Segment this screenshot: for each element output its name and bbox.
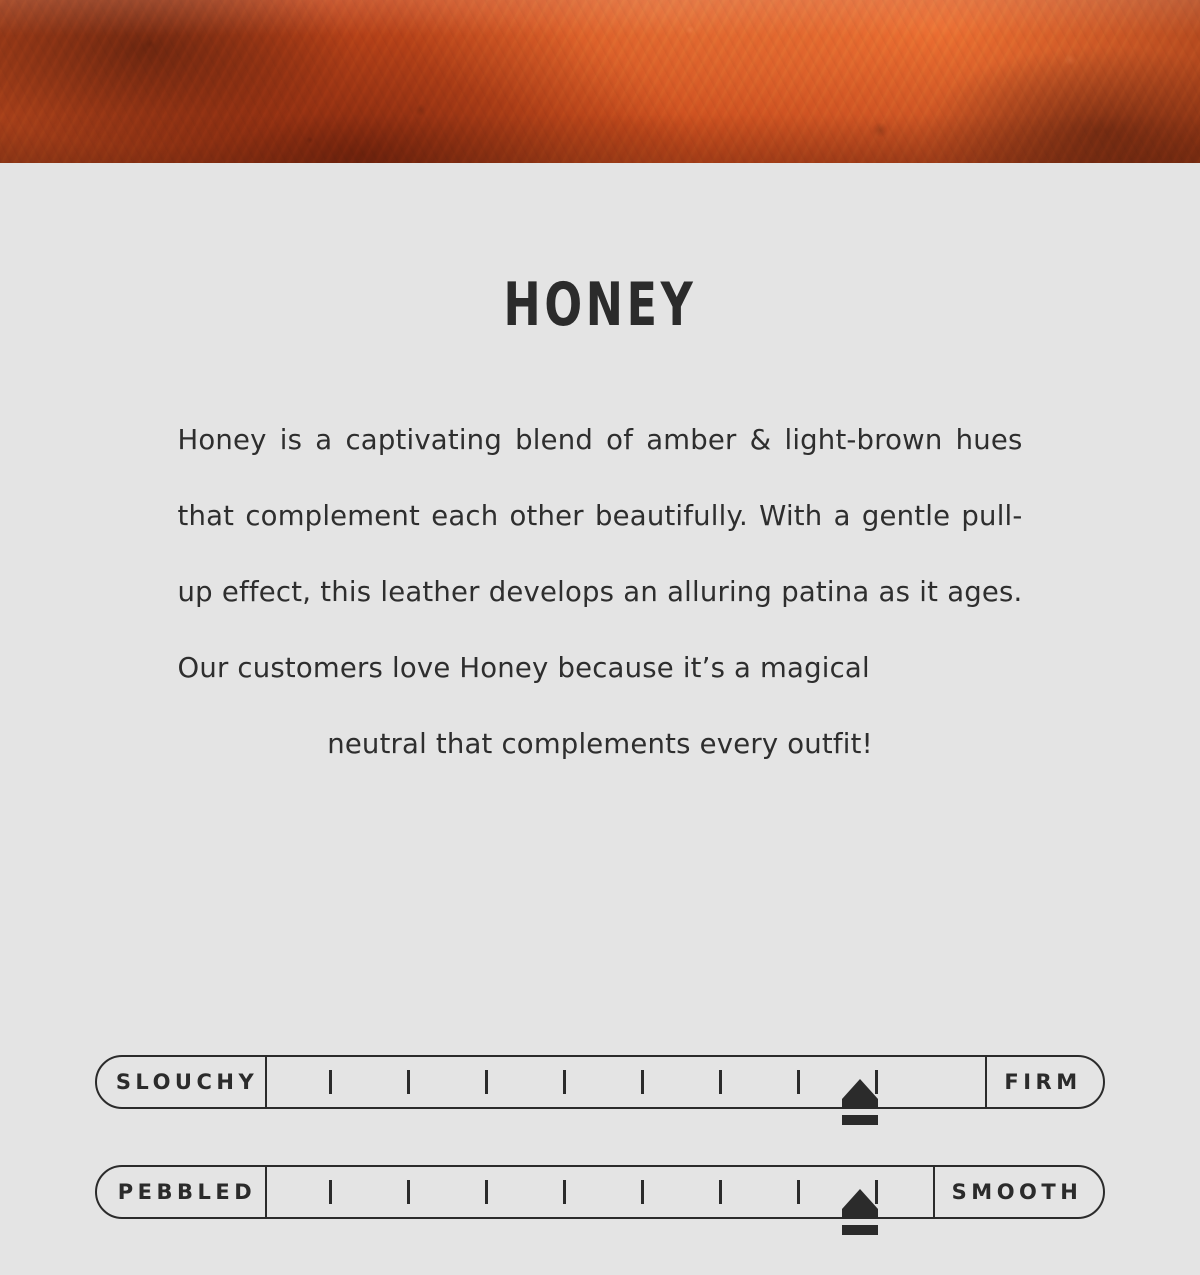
slider-tick <box>563 1180 566 1204</box>
slider-tick <box>719 1070 722 1094</box>
slider-tick <box>485 1180 488 1204</box>
slider-ticks <box>267 1055 1035 1109</box>
attribute-sliders <box>0 1055 1200 1275</box>
slider-tick <box>563 1070 566 1094</box>
slider-right-label: SMOOTH <box>933 1165 1105 1219</box>
swatch-sheen <box>0 0 1200 163</box>
page-title: HONEY <box>503 270 697 340</box>
slider-left-label: PEBBLED <box>95 1165 267 1219</box>
description-line-3: pull-up effect, this leather develops an alluring patina as it <box>177 500 1023 608</box>
slider-handle[interactable] <box>838 1075 882 1133</box>
slider-left-label: SLOUCHY <box>95 1055 267 1109</box>
slider-tick <box>641 1070 644 1094</box>
slider-tick <box>641 1180 644 1204</box>
slider-tick <box>329 1070 332 1094</box>
description-line-4: ages. Our customers love Honey because it’s a magical <box>177 576 1023 684</box>
card-content <box>0 163 1200 1204</box>
slider-tick <box>407 1180 410 1204</box>
slider-tick <box>407 1070 410 1094</box>
description-line-2: that complement each other beautifully. With a gentle <box>177 500 951 532</box>
slider-texture[interactable] <box>95 1165 1105 1219</box>
slider-tick <box>797 1070 800 1094</box>
description-line-1: Honey is a captivating blend of amber & light-brown hues <box>177 424 1023 456</box>
slider-handle[interactable] <box>838 1185 882 1243</box>
slider-tick <box>719 1180 722 1204</box>
slider-tick <box>329 1180 332 1204</box>
description-text <box>178 340 1023 782</box>
slider-firmness[interactable] <box>95 1055 1105 1109</box>
slider-ticks <box>267 1165 1035 1219</box>
slider-tick <box>485 1070 488 1094</box>
slider-tick <box>797 1180 800 1204</box>
leather-swatch-image <box>0 0 1200 163</box>
description-last-line: neutral that complements every outfit! <box>327 728 873 760</box>
slider-right-label: FIRM <box>985 1055 1105 1109</box>
